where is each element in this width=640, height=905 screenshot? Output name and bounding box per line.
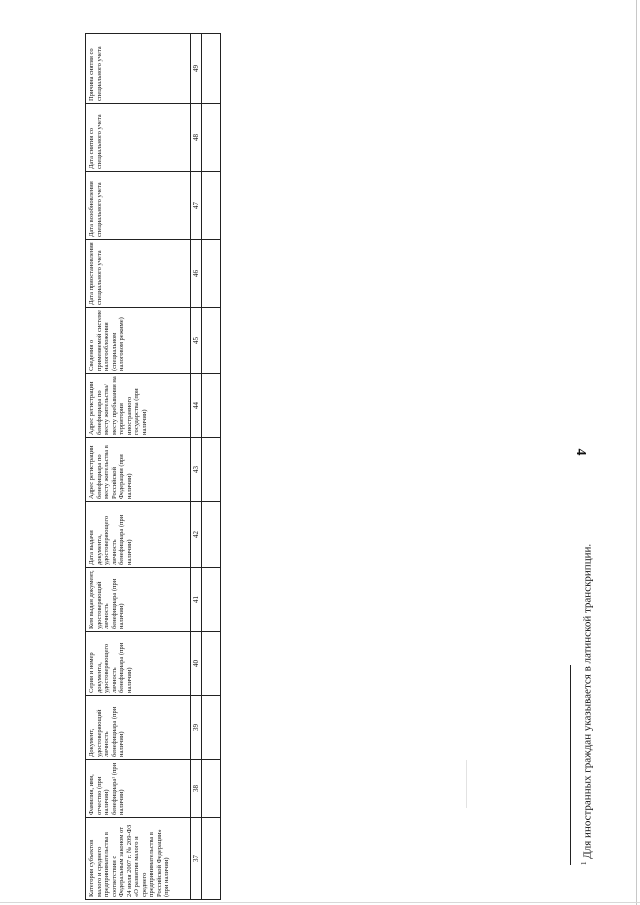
column-number: 47 [191, 172, 202, 240]
column-number: 42 [191, 502, 202, 568]
header-cell: Адрес регистрации бенефициара по месту жительства/ месту пребывания на территории иностранного государства (при наличии) [86, 374, 191, 438]
header-cell: Дата снятия со специального учета [86, 104, 191, 172]
column-number: 37 [191, 818, 202, 900]
table-cell [202, 308, 221, 374]
empty-data-row [202, 34, 221, 900]
header-cell: Дата приостановления специального учета [86, 240, 191, 308]
table-cell [202, 172, 221, 240]
table-cell [202, 632, 221, 696]
column-number: 39 [191, 696, 202, 760]
header-cell: Фамилия, имя, отчество (при наличии) бенефициара¹ (при наличии) [86, 760, 191, 818]
page-number: 4 [573, 448, 588, 456]
column-number: 41 [191, 568, 202, 632]
column-number: 44 [191, 374, 202, 438]
table-cell [202, 240, 221, 308]
table-cell [202, 696, 221, 760]
header-cell: Категория субъектов малого и среднего предпринимательства в соответствии с Федеральным законом от 24 июля 2007 г. № 209-ФЗ «О развитии малого и среднего предпринимательства в Российской Федерации» (при наличии) [86, 818, 191, 900]
table-cell [202, 568, 221, 632]
header-cell: Дата возобновления специального учета [86, 172, 191, 240]
table-cell [202, 760, 221, 818]
footnote-text: Для иностранных граждан указывается в латинской транскрипции. [581, 543, 594, 859]
column-number: 48 [191, 104, 202, 172]
header-cell: Документ, удостоверяющий личность бенефициара (при наличии) [86, 696, 191, 760]
footnote-separator [570, 665, 571, 865]
header-cell: Причина снятия со специального учета [86, 34, 191, 104]
register-table [85, 33, 221, 900]
footnote [580, 544, 594, 865]
table-cell [202, 502, 221, 568]
header-row [86, 34, 191, 900]
table-cell [202, 374, 221, 438]
column-number: 45 [191, 308, 202, 374]
table-cell [202, 104, 221, 172]
column-number: 38 [191, 760, 202, 818]
header-cell: Сведения о применяемой системе налогообложения (специальном налоговом режиме) [86, 308, 191, 374]
column-number-row [191, 34, 202, 900]
table-cell [202, 34, 221, 104]
header-cell: Адрес регистрации бенефициара по месту жительства в Российской Федерации (при наличии) [86, 438, 191, 502]
footnote-marker: 1 [580, 861, 588, 865]
header-cell: Кем выдан документ, удостоверяющий личность бенефициара (при наличии) [86, 568, 191, 632]
header-cell: Серия и номер документа, удостоверяющего личность бенефициара (при наличии) [86, 632, 191, 696]
column-number: 43 [191, 438, 202, 502]
header-cell: Дата выдачи документа, удостоверяющего личность бенефициара (при наличии) [86, 502, 191, 568]
column-number: 46 [191, 240, 202, 308]
table-cell [202, 818, 221, 900]
column-number: 40 [191, 632, 202, 696]
column-number: 49 [191, 34, 202, 104]
table-cell [202, 438, 221, 502]
